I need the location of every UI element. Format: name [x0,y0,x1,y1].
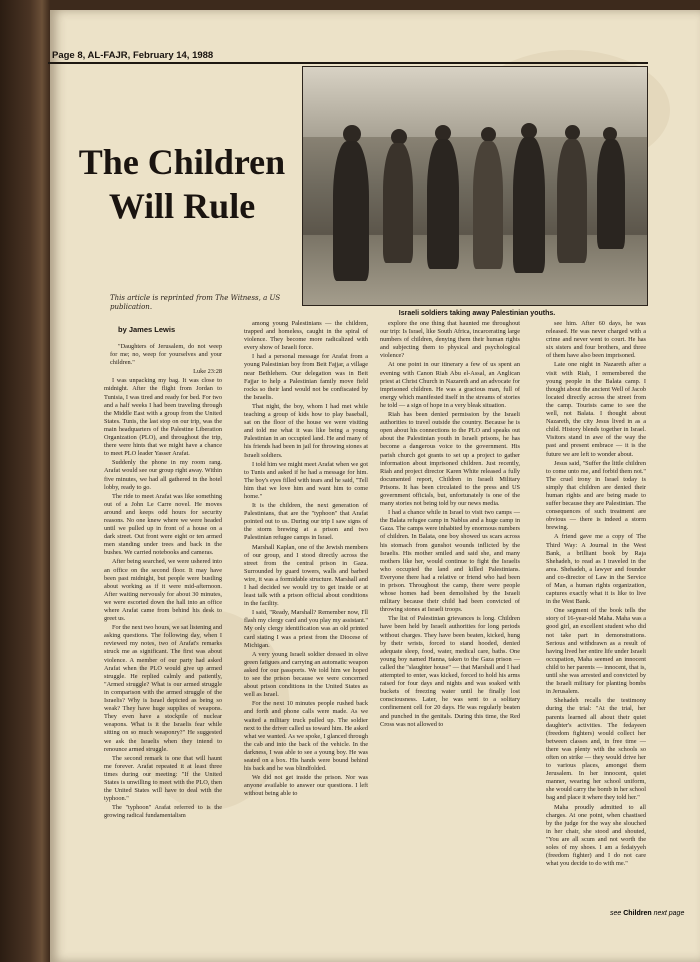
paragraph: A friend gave me a copy of The Third Way: A Journal in the West Bank, a brilliant book by Raja Shehadeh, to read as I traveled in the area. Shehadeh, a lawyer and founder and co-director of Law in the Service of Man, a human rights organization, captures exactly what it is like to live in the West Bank. [546,533,646,606]
article-headline [62,140,302,228]
paragraph: see him. After 60 days, he was released. He was never charged with a crime and never went to court. He has six sisters and four brothers, and three of them have also been imprisoned. [546,320,646,360]
photo-soldier-figure [333,141,369,281]
paragraph: At one point in our itinerary a few of us spent an evening with Canon Riah Abu el-Assal, an Anglican priest at Christ Church in Nazareth and an advocate for imprisoned children. He was a gracious man, full of energy which manifested itself in the streams of stories he told — a sign of hope in a very bleak situation. [380,361,520,409]
photo-soldier-figure [513,137,545,273]
page-header: Page 8, AL-FAJR, February 14, 1988 [52,50,214,61]
photo-soldier-figure [427,139,459,269]
paragraph: For the next 10 minutes people rushed back and forth and phone calls were made. As we waited a military truck pulled up. The soldier next to the driver called us toward him. He asked what we wanted. As we spoke, I glanced through the cab and into the back of the vehicle. In the darkness, I was able to see a young boy. He was seated on a box. His hands were bound behind his back and he was blindfolded. [244,700,368,773]
paragraph: A very young Israeli soldier dressed in olive green fatigues and carrying an automatic weapon asked for our passports. We told him we hoped to see the prison because we were concerned about prison conditions in the United States as well as Israel. [244,650,368,699]
reprint-note: This article is reprinted from The Witness, a US publication. [110,294,281,311]
epigraph-source: Luke 23:28 [193,368,222,376]
article-column-3 [380,320,520,933]
paragraph: I told him we might meet Arafat when we got to Tunis and asked if he had a message for him. The boy's eyes filled with tears and he said, "Tell him that we love him and want him to come home." [244,460,368,500]
jump-suffix: next page [653,910,685,917]
paragraph: I had a personal message for Arafat from a young Palestinian boy from Beit Fajjar, a village near Bethlehem. Our delegation was in Beit Fajjar to help a Palestinian family move field rocks so their land would not be confiscated by the Israelis. [244,353,368,401]
photo-youth-figure [383,143,413,263]
headline-line-1: The Children [78,142,286,182]
jump-target: Children [623,910,652,917]
paragraph: Riah has been denied permission by the Israeli authorities to travel outside the country. Because he is open about his connections to the PLO and speaks out about the Palestinian youth in Israeli prisons, he has become a dangerous voice to the government. His parish church got grants to set up a project to gather information about imprisoned children. Just recently, Riah and project director Karen White released a fully documented report, Children in Israeli Military Prisons. It has been circulated to the press and US government officials, but, unfortunately is one of the many stories not being told by our news media. [380,411,520,508]
paragraph: That night, the boy, whom I had met while teaching a group of kids how to play baseball, sat on the floor of the house we were visiting and told me what it was like being a young Palestinian in an occupied land. He and many of his friends had been in jail for throwing stones at Israeli soldiers. [244,402,368,459]
photo-caption: Israeli soldiers taking away Palestinian youths. [398,310,556,317]
photo-youth-figure [473,141,503,269]
paragraph: I had a chance while in Israel to visit two camps — the Balata refugee camp in Nablus and a huge camp in Gaza. The camps were inhabited by enormous numbers of children. In Balata, one boy showed us scars across his stomach from gunshot wounds inflicted by the Israelis. His mother smiled and said she, and many mothers like her, would continue to fight the Israelis who occupied the land and killed Palestinians. Everyone there had a relative or friend who had been in prison. Throughout the camp, there were people whose homes had been demolished by the Israeli military because their child had been convicted of throwing stones at Israeli troops. [380,509,520,614]
paragraph: After being searched, we were ushered into an office on the second floor. It may have been past midnight, but people were bustling about working as if it were mid-afternoon. After waiting nervously for about 30 minutes, we were escorted down the hall into an office where Arafat came from behind his desk to greet us. [104,558,222,623]
paragraph: I said, "Ready, Marshall? Remember now, I'll flash my clergy card and you play my assistant." My only clergy identification was an old printed card stating I was a priest from the Diocese of Michigan. [244,609,368,649]
paragraph: For the next two hours, we sat listening and asking questions. The following day, when I reviewed my notes, two of Arafat's remarks struck me as significant. The first was about violence. A member of our party had asked Arafat when the PLO would give up armed struggle. He replied calmly and patiently, "Armed struggle? What is our armed struggle in comparison with the armed struggle of the Israelis? Why is Israel depicted as being so weak? They have huge supplies of weapons. They even have a stockpile of nuclear weapons. What is it the Israelis fear while sitting on so much weaponry?" He suggested we ask the Israelis when they intend to renounce armed struggle. [104,624,222,753]
photo-youth-figure [557,139,587,263]
continuation-line [610,910,684,917]
article-column-4 [546,320,646,925]
paragraph: Maha proudly admitted to all charges. At one point, when chastised by the judge for the way she slouched in her chair, she stood and shouted, "You are all scum and not worth the soles of my shoes. I am a fedaiyyeh (freedom fighter) and I do not care what you decide to do with me." [546,803,646,868]
article-column-1 [104,343,222,933]
paragraph: The "typhoon" Arafat referred to is the growing radical fundamentalism [104,804,222,820]
paragraph: The list of Palestinian grievances is long. Children have been held by Israeli authorities for long periods without charges. They have been beaten, kicked, hung by their wrists, forced to stand hooded, denied adequate sleep, food, water, medical care, baths. One young boy named Hanna, taken to the Gaza prison — called the "slaughter house" — that Marshall and I had attempted to enter, was kicked, forced to hold his arms raised for four days and nights and was soaked with buckets of freezing water until he finally lost consciousness. Later, he was sent to a solitary confinement cell for 20 days. He was regularly beaten and punched in the genitals. During this time, the Red Cross was not allowed to [380,615,520,728]
paragraph: It is the children, the next generation of Palestinians, that are the "typhoon" that Arafat pointed out to us. During our trip I saw signs of the storm brewing at a prison and two Palestinian refugee camps in Israel. [244,502,368,542]
paragraph: Marshall Kaplan, one of the Jewish members of our group, and I stood directly across the street from the central prison in Gaza. Surrounded by guard towers, walls and barbed wire, it was a formidable structure. Marshall and I had decided we would try to get inside or at least talk with a prison official about conditions in the facility. [244,543,368,608]
news-photo [302,66,648,306]
paragraph: We did not get inside the prison. Nor was anyone available to answer our questions. I left without being able to [244,774,368,798]
epigraph-text: "Daughters of Jerusalem, do not weep for me; no, weep for yourselves and your children." [110,343,222,367]
paragraph: The second remark is one that will haunt me forever. Arafat repeated it at least three times during our meeting: "If the United States is unwilling to meet with the PLO, then the United States will have to deal with the typhoon." [104,754,222,803]
header-rule [48,62,648,64]
paragraph: I was unpacking my bag. It was close to midnight. After the flight from Jordan to Tunisia, I was tired and ready for bed. For two and a half weeks I had been traveling through the Middle East with a group from the United States. Tunis, the last stop on our trip, was the main headquarters of the Palestine Liberation Organization (PLO), and throughout the trip, there were hints that we might have a chance to meet PLO leader Yasser Arafat. [104,377,222,458]
paragraph: The ride to meet Arafat was like something out of a John Le Carre novel. He moves around and keeps odd hours for security reasons. No one knew where we were headed until we pulled up in front of a house on a dark street. Out front were eight or ten armed men standing under trees and back in the bushes. We carried notebooks and cameras. [104,492,222,557]
paragraph: explore the one thing that haunted me throughout our trip: Is Israel, like South Africa, incarcerating large numbers of children, denying them their human rights and subjecting them to physical and psychological violence? [380,320,520,360]
paragraph: Shehadeh recalls the testimony during the trial: "At the trial, her parents learned all about their quiet daughter's activities. The fedayeen (freedom fighters) would collect her between classes and, in free time — there was plenty with the schools so often on strike — they would drive her to various places, amongst them Jerusalem. In her innocent, quiet manner, wearing her school uniform, she would carry the bomb in her school bag and place it where they told her." [546,697,646,802]
jump-see: see [610,910,622,917]
paragraph: One segment of the book tells the story of 16-year-old Maha. Maha was a good girl, an excellent student who did not take part in demonstrations. Serious and withdrawn as a result of having lived her entire life under Israeli occupation, Maha seemed an innocent child to her parents — innocent, that is, until she was arrested and convicted by the Israeli military for planting bombs in Jerusalem. [546,607,646,696]
paragraph: among young Palestinians — the children, trapped and homeless, caught in the spiral of violence. They become more radicalized with every show of Israeli force. [244,320,368,352]
article-column-2 [244,320,368,933]
paragraph: Suddenly the phone in my room rang. Arafat would see our group right away. Within five minutes, we had all gathered in the hotel lobby, ready to go. [104,459,222,491]
paragraph: Jesus said, "Suffer the little children to come unto me, and forbid them not." The cruel irony in Israel today is simply that children are denied their human rights and are being made to suffer because they are Palestinian. The consequences of such treatment are obvious — there is indeed a storm brewing. [546,459,646,532]
photo-figure-head [565,125,580,140]
byline: by James Lewis [118,325,176,334]
photo-figure-head [481,127,496,142]
paragraph: Late one night in Nazareth after a visit with Riah, I remembered the young people in the Balata camp. I thought about the ancient Well of Jacob located directly across the street from the camp. Tourists came to see the well, not Balata. I thought about Nazareth, the city Jesus lived in as a child. History blends together in Israel. Visitors stand in awe of the way the past and present embrace — it is the future we are left to wonder about. [546,361,646,458]
headline-line-2: Will Rule [108,186,256,226]
photo-soldier-figure [597,139,625,249]
